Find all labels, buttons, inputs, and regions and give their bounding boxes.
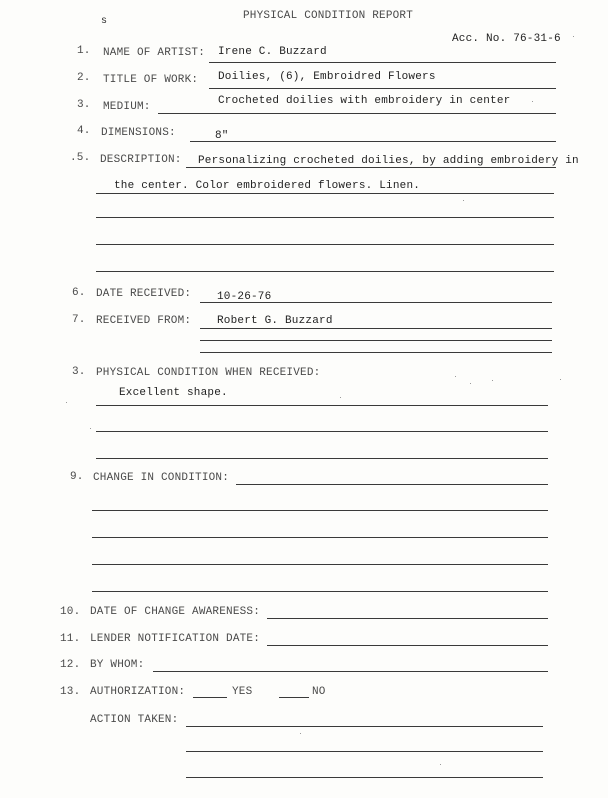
artist-label: NAME OF ARTIST:	[103, 47, 206, 59]
title-value: Doilies, (6), Embroidred Flowers	[218, 71, 436, 83]
scan-speck	[532, 101, 533, 102]
action-label: ACTION TAKEN:	[90, 714, 179, 726]
description-line-4	[96, 244, 554, 245]
description-line-5	[96, 271, 554, 272]
scan-speck	[492, 380, 493, 381]
description-label: DESCRIPTION:	[100, 154, 182, 166]
awareness-number: 10.	[60, 606, 81, 618]
authorization-number: 13.	[60, 686, 81, 698]
scan-speck	[455, 376, 456, 377]
description-value-line1: Personalizing crocheted doilies, by adding embroidery in	[198, 155, 579, 167]
action-line-2	[186, 751, 543, 752]
condition-received-value: Excellent shape.	[119, 387, 228, 399]
scan-speck	[90, 428, 91, 429]
date-received-value: 10-26-76	[217, 291, 272, 303]
scan-speck	[573, 36, 574, 37]
by-whom-number: 12.	[60, 659, 81, 671]
title-label: TITLE OF WORK:	[103, 74, 199, 86]
condition-received-number: 3.	[72, 366, 86, 378]
change-line-2	[92, 510, 548, 511]
authorization-label: AUTHORIZATION:	[90, 686, 186, 698]
artist-value: Irene C. Buzzard	[218, 46, 327, 58]
change-line-1	[236, 484, 548, 485]
description-number: .5.	[70, 152, 91, 164]
scan-speck	[470, 383, 471, 384]
scan-speck	[66, 402, 67, 403]
condition-line-2	[96, 431, 548, 432]
corner-mark: s	[101, 16, 108, 27]
accession-number: Acc. No. 76-31-6	[452, 33, 561, 45]
received-from-line-3	[200, 352, 552, 353]
scan-speck	[560, 379, 561, 380]
dimensions-line	[190, 141, 556, 142]
lender-number: 11.	[60, 633, 81, 645]
date-received-number: 6.	[72, 287, 86, 299]
awareness-line	[267, 618, 548, 619]
medium-line	[158, 113, 556, 114]
received-from-line-1	[200, 328, 552, 329]
title-number: 2.	[77, 72, 91, 84]
description-value-line2: the center. Color embroidered flowers. Linen.	[114, 180, 421, 192]
description-line-1	[186, 167, 556, 168]
change-line-4	[92, 564, 548, 565]
medium-number: 3.	[77, 99, 91, 111]
date-received-label: DATE RECEIVED:	[96, 288, 192, 300]
received-from-value: Robert G. Buzzard	[217, 315, 333, 327]
authorization-yes-blank	[193, 697, 227, 698]
change-line-5	[92, 591, 548, 592]
received-from-label: RECEIVED FROM:	[96, 315, 192, 327]
by-whom-line	[153, 671, 548, 672]
awareness-label: DATE OF CHANGE AWARENESS:	[90, 606, 261, 618]
scan-speck	[300, 733, 301, 734]
scan-speck	[440, 764, 441, 765]
action-line-3	[186, 777, 543, 778]
date-received-line	[200, 302, 552, 303]
lender-line	[267, 645, 548, 646]
authorization-yes-label: YES	[232, 686, 253, 698]
title-line	[209, 88, 556, 89]
change-line-3	[92, 537, 548, 538]
received-from-line-2	[200, 340, 552, 341]
lender-label: LENDER NOTIFICATION DATE:	[90, 633, 261, 645]
received-from-number: 7.	[72, 314, 86, 326]
dimensions-value: 8"	[215, 130, 229, 142]
description-line-3	[96, 217, 554, 218]
scan-speck	[463, 200, 464, 201]
description-line-2	[96, 193, 554, 194]
report-title: PHYSICAL CONDITION REPORT	[243, 10, 414, 22]
change-label: CHANGE IN CONDITION:	[93, 472, 230, 484]
condition-line-1	[96, 405, 548, 406]
change-number: 9.	[70, 471, 84, 483]
action-line-1	[186, 726, 543, 727]
by-whom-label: BY WHOM:	[90, 659, 145, 671]
condition-line-3	[96, 458, 548, 459]
artist-line	[209, 62, 556, 63]
artist-number: 1.	[77, 45, 91, 57]
medium-value: Crocheted doilies with embroidery in center	[218, 95, 511, 107]
dimensions-number: 4.	[77, 125, 91, 137]
scan-speck	[340, 397, 341, 398]
medium-label: MEDIUM:	[103, 101, 151, 113]
authorization-no-label: NO	[312, 686, 326, 698]
dimensions-label: DIMENSIONS:	[101, 127, 176, 139]
authorization-no-blank	[279, 697, 309, 698]
condition-received-label: PHYSICAL CONDITION WHEN RECEIVED:	[96, 367, 321, 379]
